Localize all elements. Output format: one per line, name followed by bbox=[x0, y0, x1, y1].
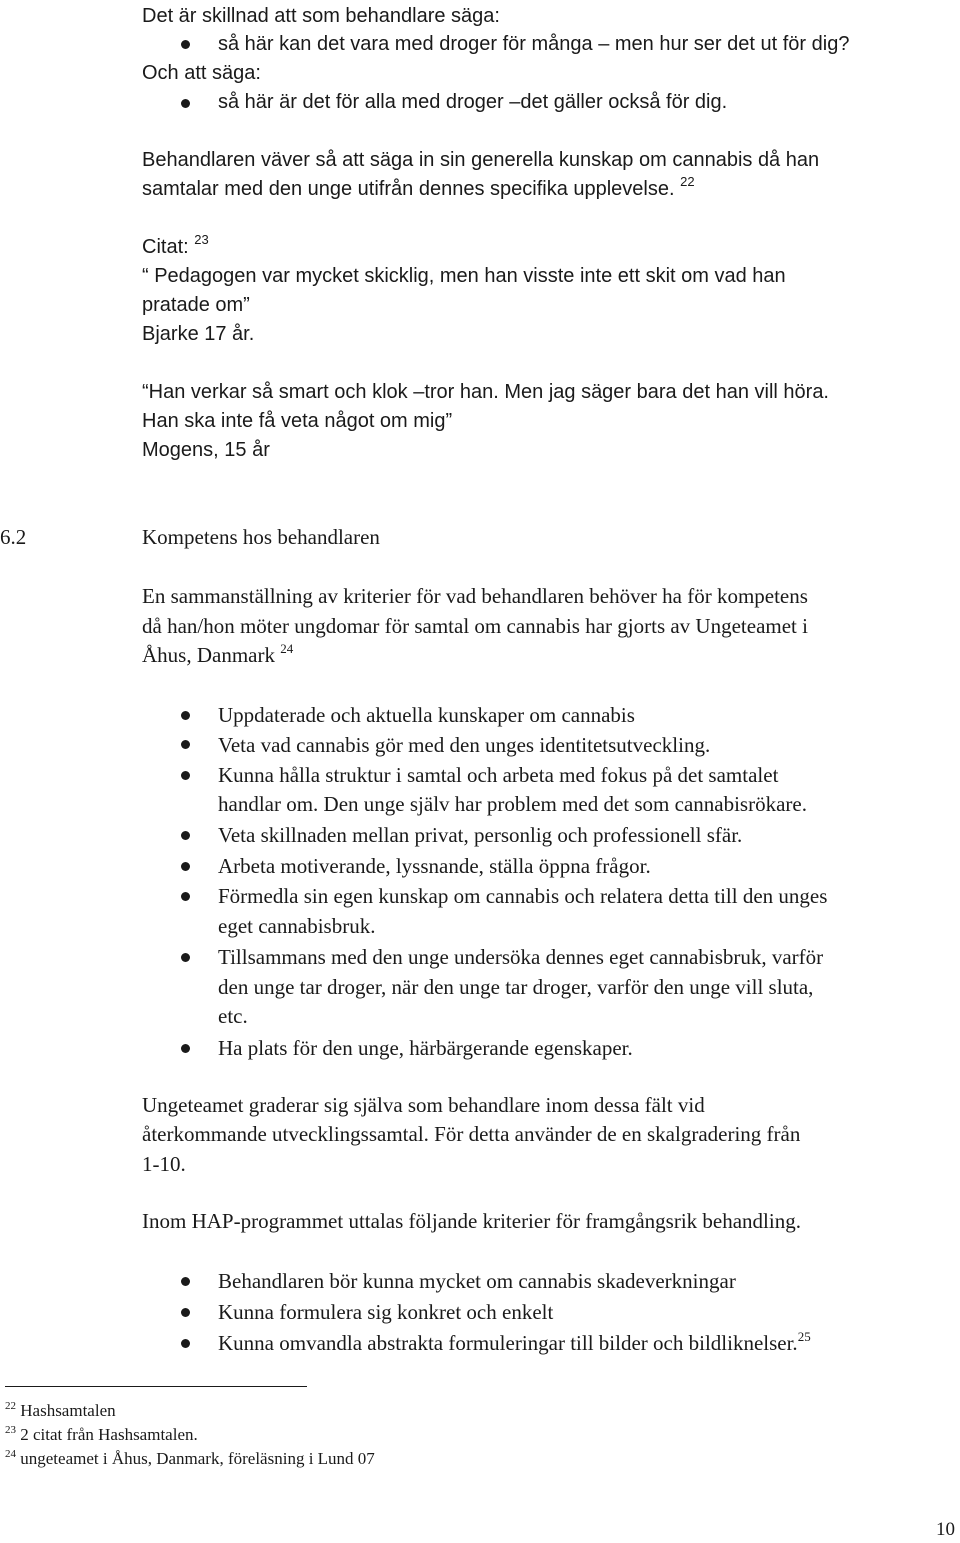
list1-item-6-line-2: eget cannabisbruk. bbox=[218, 914, 376, 938]
quote-2-line-1: “Han verkar så smart och klok –tror han. Men jag säger bara det han vill höra. bbox=[142, 381, 829, 403]
list1-item-2: Veta vad cannabis gör med den unges identitetsutveckling. bbox=[218, 733, 711, 757]
list2-item-3: Kunna omvandla abstrakta formuleringar till bilder och bildliknelser.$^{25}$ bbox=[218, 1329, 811, 1355]
para4: Inom HAP-programmet uttalas följande kriterier för framgångsrik behandling. bbox=[142, 1209, 801, 1233]
list1-item-3-line-2: handlar om. Den unge själv har problem med det som cannabisrökare. bbox=[218, 792, 807, 816]
intro-bullet-1: så här kan det vara med droger för många – men hur ser det ut för dig? bbox=[218, 33, 850, 55]
bullet-icon bbox=[181, 1044, 190, 1053]
footnote-ref: 24 bbox=[280, 641, 294, 656]
list1-item-6-line-1: Förmedla sin egen kunskap om cannabis och relatera detta till den unges bbox=[218, 884, 828, 908]
para3-line-2: återkommande utvecklingssamtal. För detta använder de en skalgradering från bbox=[142, 1122, 801, 1146]
bullet-icon bbox=[181, 711, 190, 720]
bullet-icon bbox=[181, 831, 190, 840]
bullet-icon bbox=[181, 862, 190, 871]
bullet-icon bbox=[181, 1277, 190, 1286]
list2-item-2: Kunna formulera sig konkret och enkelt bbox=[218, 1300, 554, 1324]
para2-line-2: då han/hon möter ungdomar för samtal om cannabis har gjorts av Ungeteamet i bbox=[142, 614, 808, 638]
quote-2-line-2: Han ska inte få veta något om mig” bbox=[142, 410, 453, 432]
quote-1-line-1: “ Pedagogen var mycket skicklig, men han visste inte ett skit om vad han bbox=[142, 265, 786, 287]
list1-item-8: Ha plats för den unge, härbärgerande egenskaper. bbox=[218, 1036, 633, 1060]
list1-item-7-line-1: Tillsammans med den unge undersöka dennes eget cannabisbruk, varför bbox=[218, 945, 824, 969]
bullet-icon bbox=[181, 40, 190, 49]
intro-line-1: Det är skillnad att som behandlare säga: bbox=[142, 5, 500, 27]
para3-line-1: Ungeteamet graderar sig själva som behandlare inom dessa fält vid bbox=[142, 1093, 705, 1117]
list1-item-4: Veta skillnaden mellan privat, personlig och professionell sfär. bbox=[218, 823, 743, 847]
para1-line-1: Behandlaren väver så att säga in sin generella kunskap om cannabis då han bbox=[142, 149, 820, 171]
quote-1-line-2: pratade om” bbox=[142, 294, 250, 316]
quote-2-author: Mogens, 15 år bbox=[142, 439, 270, 461]
list1-item-7-line-3: etc. bbox=[218, 1004, 248, 1028]
quote-1-author: Bjarke 17 år. bbox=[142, 323, 255, 345]
bullet-icon bbox=[181, 1339, 190, 1348]
footnote-divider bbox=[5, 1386, 307, 1387]
intro-bullet-2: så här är det för alla med droger –det gäller också för dig. bbox=[218, 91, 728, 113]
citat-label: Citat: $^{23}$ bbox=[142, 232, 209, 258]
footnote-22: $^{22}$ Hashsamtalen bbox=[5, 1400, 116, 1420]
footnote-24: $^{24}$ ungeteamet i Åhus, Danmark, föreläsning i Lund 07 bbox=[5, 1448, 375, 1468]
list1-item-5: Arbeta motiverande, lyssnande, ställa öppna frågor. bbox=[218, 854, 651, 878]
list1-item-1: Uppdaterade och aktuella kunskaper om cannabis bbox=[218, 703, 635, 727]
footnote-ref: 22 bbox=[680, 174, 695, 189]
section-number: 6.2 bbox=[0, 525, 27, 549]
para3-line-3: 1-10. bbox=[142, 1152, 186, 1176]
bullet-icon bbox=[181, 99, 190, 108]
para1-line-2: samtalar med den unge utifrån dennes specifika upplevelse. $^{22}$ bbox=[142, 174, 695, 200]
footnote-ref: 23 bbox=[194, 232, 209, 247]
bullet-icon bbox=[181, 953, 190, 962]
para2-line-1: En sammanställning av kriterier för vad behandlaren behöver ha för kompetens bbox=[142, 584, 808, 608]
footnote-23: $^{23}$ 2 citat från Hashsamtalen. bbox=[5, 1424, 198, 1444]
bullet-icon bbox=[181, 892, 190, 901]
bullet-icon bbox=[181, 740, 190, 749]
footnote-ref: 25 bbox=[797, 1329, 811, 1344]
list1-item-3-line-1: Kunna hålla struktur i samtal och arbeta med fokus på det samtalet bbox=[218, 763, 779, 787]
list1-item-7-line-2: den unge tar droger, när den unge tar droger, varför den unge vill sluta, bbox=[218, 975, 814, 999]
intro-line-2: Och att säga: bbox=[142, 62, 261, 84]
para2-line-3: Åhus, Danmark $^{24}$ bbox=[142, 641, 294, 667]
bullet-icon bbox=[181, 1308, 190, 1317]
section-title: Kompetens hos behandlaren bbox=[142, 525, 380, 549]
bullet-icon bbox=[181, 771, 190, 780]
list2-item-1: Behandlaren bör kunna mycket om cannabis skadeverkningar bbox=[218, 1269, 736, 1293]
page-number: 10 bbox=[936, 1519, 955, 1540]
